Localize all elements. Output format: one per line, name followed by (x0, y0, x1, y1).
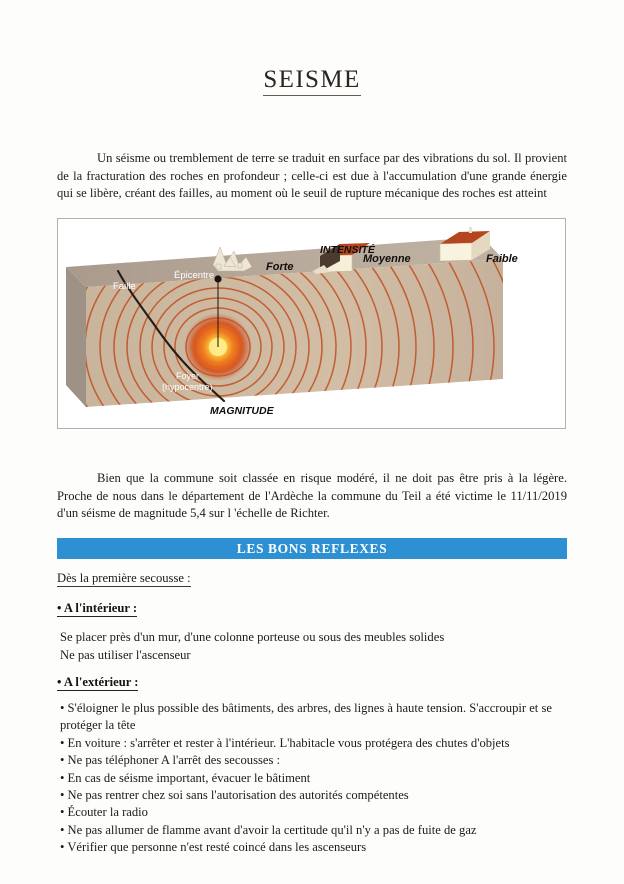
bons-reflexes-banner (57, 538, 567, 559)
label-foyer-line2: (hypocentre) (162, 382, 213, 392)
epicentre-dot (214, 275, 221, 282)
seisme-diagram-figure (57, 218, 566, 429)
exterior-advice-bullets (60, 700, 568, 857)
label-faible: Faible (486, 253, 518, 265)
label-intensite: INTENSITÉ (320, 244, 375, 256)
page-title-container (0, 66, 624, 96)
exterior-heading (57, 675, 138, 690)
label-magnitude: MAGNITUDE (210, 405, 274, 417)
list-item: • Ne pas allumer de flamme avant d'avoir la certitude qu'il n'y a pas de fuite de gaz (60, 822, 477, 837)
commune-paragraph: Bien que la commune soit classée en risque modéré, il ne doit pas être pris à la légère. Proche de nous dans le département de l'Ardèche la commune du Teil a été victime le 11/11/2019 d'un séisme de magnitude 5,4 sur l 'échelle de Richter. (57, 471, 567, 520)
list-item: • Ne pas rentrer chez soi sans l'autorisation des autorités compétentes (60, 788, 409, 803)
list-item: • Vérifier que personne n'est resté coincé dans les ascenseurs (60, 840, 367, 855)
block-left-face (66, 267, 86, 407)
interior-advice-line: Ne pas utiliser l'ascenseur (60, 647, 191, 662)
page-title: SEISME (263, 66, 360, 96)
label-faille: Faille (113, 281, 136, 292)
label-epicentre: Épicentre (174, 270, 215, 281)
interior-heading-text: • A l'intérieur : (57, 601, 138, 615)
list-item: • En cas de séisme important, évacuer le bâtiment (60, 770, 311, 785)
list-item: • Écouter la radio (60, 805, 148, 820)
first-tremor-lead-text: Dès la première secousse : (57, 571, 191, 585)
label-forte: Forte (266, 261, 294, 273)
interior-advice-line: Se placer près d'un mur, d'une colonne porteuse ou sous des meubles solides (60, 630, 445, 644)
label-moyenne: Moyenne (363, 253, 411, 265)
list-item: • S'éloigner le plus possible des bâtiments, des arbres, des lignes à haute tension. S'accroupir et se protéger la tête (60, 701, 552, 733)
interior-heading (57, 601, 137, 616)
label-foyer-line1: Foyer (176, 371, 200, 381)
interior-advice-lines (60, 629, 444, 664)
banner-heading: LES BONS REFLEXES (236, 540, 388, 556)
intro-paragraph: Un séisme ou tremblement de terre se traduit en surface par des vibrations du sol. Il provient de la fracturation des roches en profondeur ; celle-ci est due à l'accumulation d'une grande énergie qui se libère, créant des failles, au moment où le seuil de rupture mécanique des roches est atteint (57, 151, 567, 200)
exterior-heading-text: • A l'extérieur : (57, 675, 139, 689)
list-item: • En voiture : s'arrêter et rester à l'intérieur. L'habitacle vous protégera des chutes d'objets (60, 735, 510, 750)
list-item: • Ne pas téléphoner A l'arrêt des secousses : (60, 753, 281, 768)
seisme-diagram-svg (58, 219, 565, 428)
first-tremor-lead (57, 571, 191, 586)
